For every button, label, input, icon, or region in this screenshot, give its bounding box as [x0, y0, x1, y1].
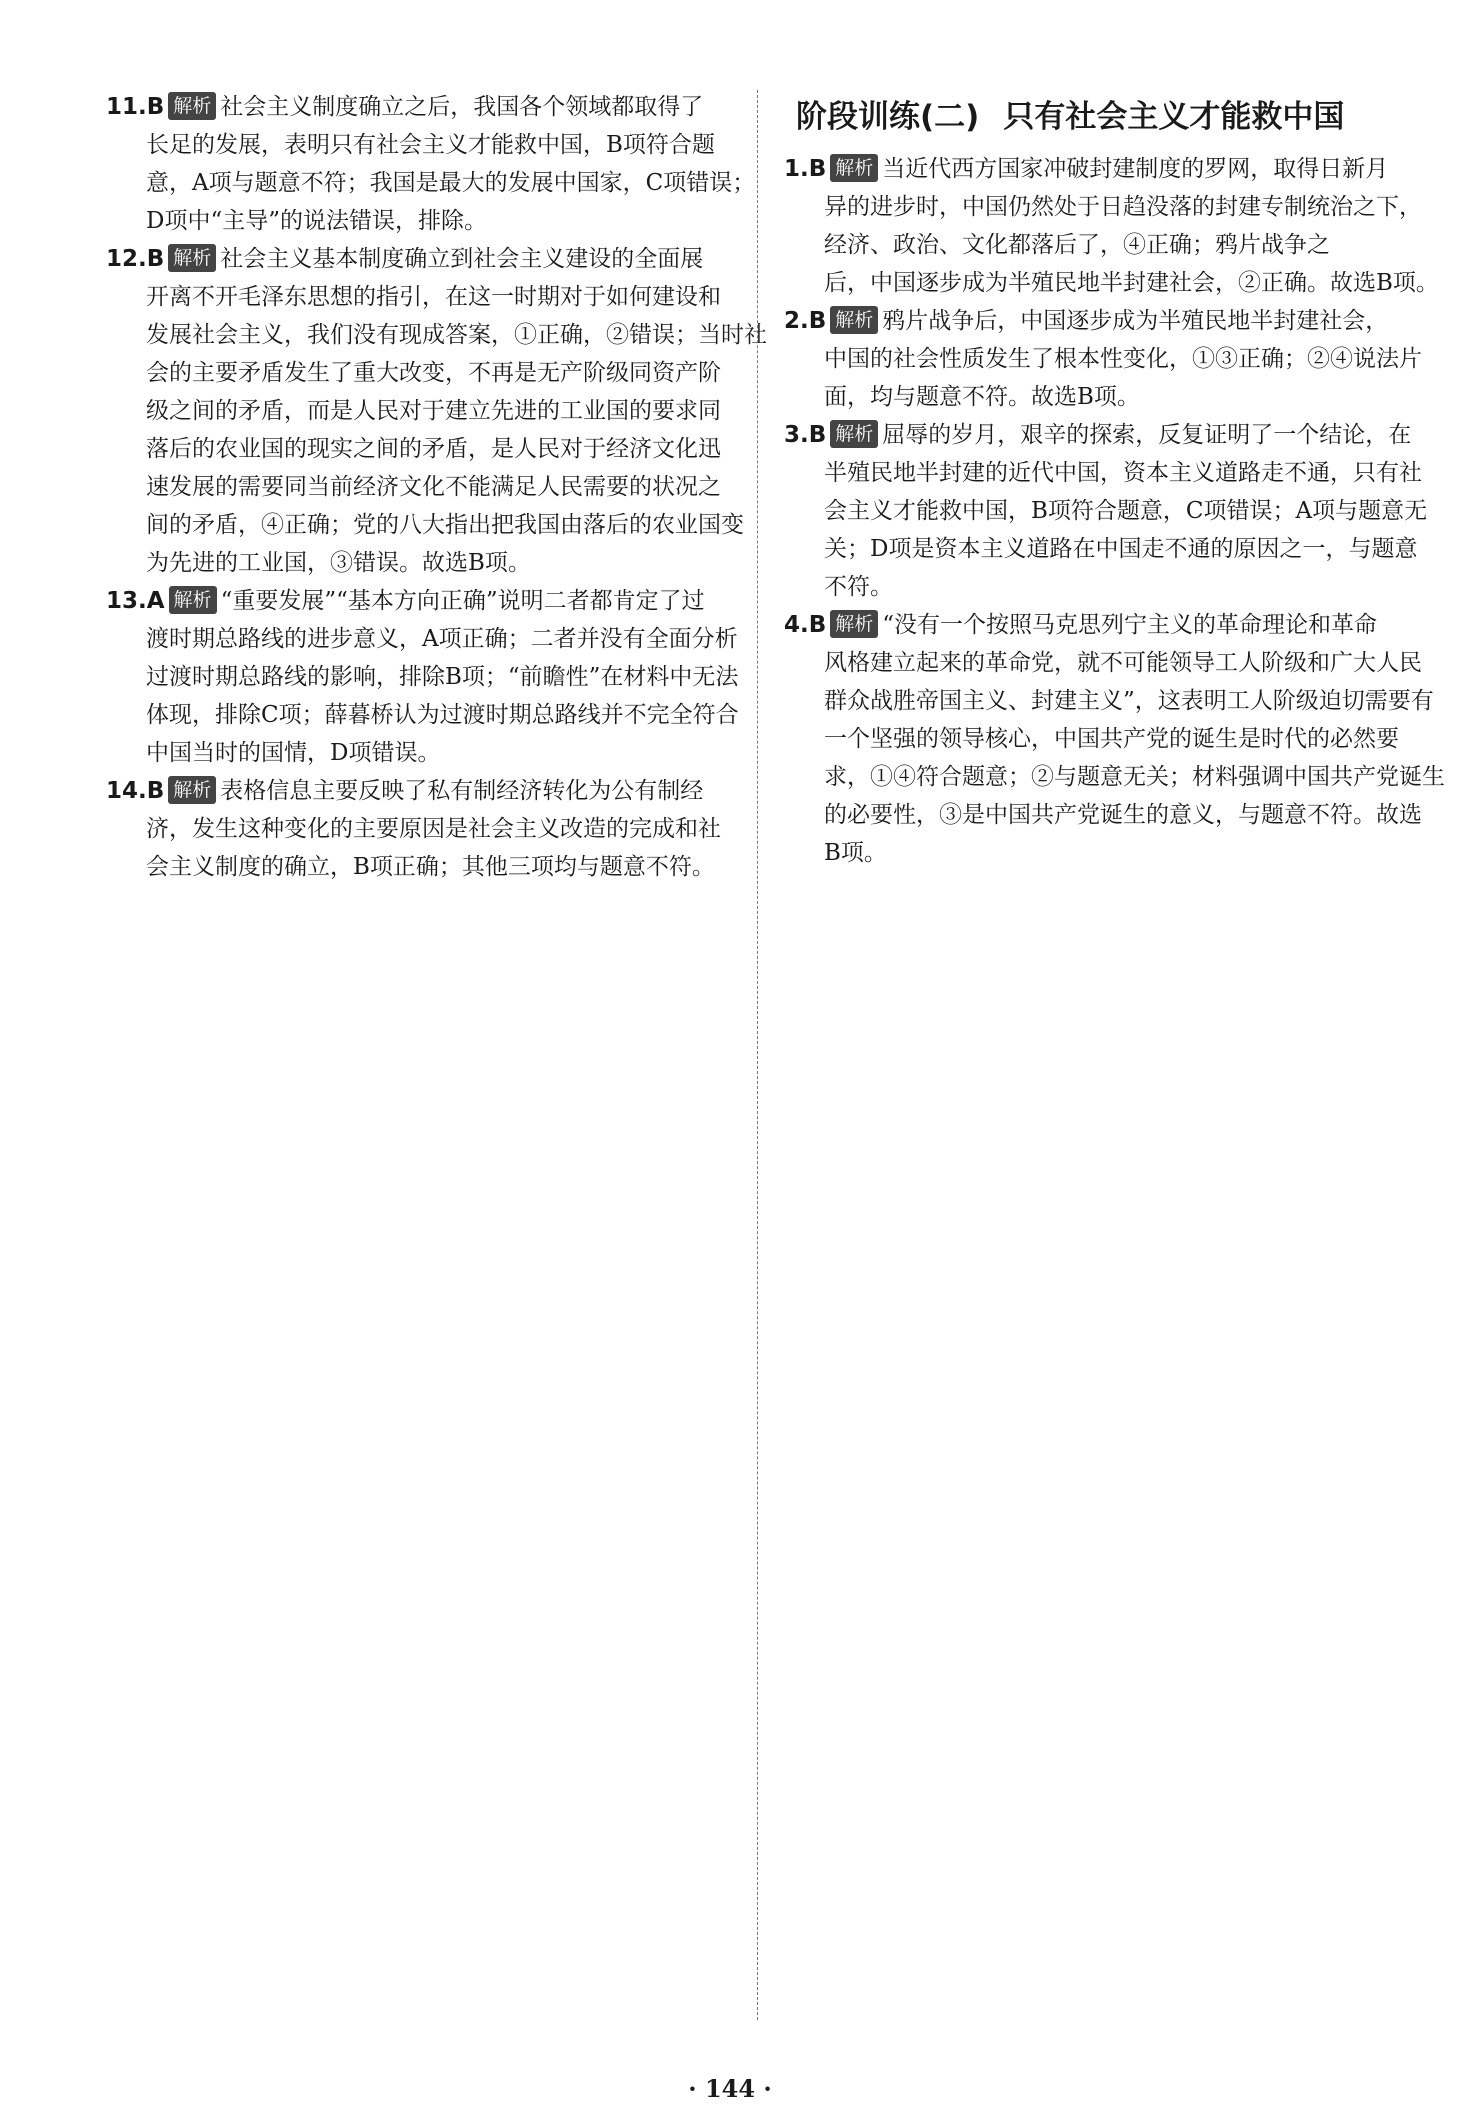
section-title: 阶段训练(二) 只有社会主义才能救中国 — [796, 99, 1345, 135]
column-divider — [757, 90, 758, 2020]
left-column — [106, 88, 767, 886]
item-number: 11.B — [106, 94, 165, 120]
answer-item-12: 12.B 解析 社会主义基本制度确立到社会主义建设的全面展 开离不开毛泽东思想的指引，在这一时期对于如何建设和 发展社会主义，我们没有现成答案，①正确，②错误；当时社 会的主要矛盾发生了重大改变，不再是无产阶级同资产阶 级之间的矛盾，而是人民对于建立先进的工业国的要求同 落后的农业国的现实之间的矛盾，是人民对于经济文化迅 速发展的需要同当前经济文化不能满足人民需要的状况之 间的矛盾，④正确；党的八大指出把我国由落后的农业国变 为先进的工业国，③错误。故选B项。 — [106, 246, 767, 576]
right-column — [784, 88, 1445, 872]
answer-item-3: 3.B 解析 屈辱的岁月，艰辛的探索，反复证明了一个结论，在 半殖民地半封建的近代中国，资本主义道路走不通，只有社 会主义才能救中国，B项符合题意，C项错误；A项与题意无 关；D项是资本主义道路在中国走不通的原因之一，与题意 不符。 — [784, 422, 1428, 600]
answer-item-2: 2.B 解析 鸦片战争后，中国逐步成为半殖民地半封建社会， 中国的社会性质发生了根本性变化，①③正确；②④说法片 面，均与题意不符。故选B项。 — [784, 308, 1422, 410]
analysis-tag: 解析 — [168, 92, 216, 120]
answer-item-1: 1.B 解析 当近代西方国家冲破封建制度的罗网，取得日新月 异的进步时，中国仍然处于日趋没落的封建专制统治之下， 经济、政治、文化都落后了，④正确；鸦片战争之 后，中国逐步成为半殖民地半封建社会，②正确。故选B项。 — [784, 156, 1439, 296]
answer-item-13: 13.A 解析 “重要发展”“基本方向正确”说明二者都肯定了过 渡时期总路线的进步意义，A项正确；二者并没有全面分析 过渡时期总路线的影响，排除B项；“前瞻性”在材料中无法 体现，排除C项；薛暮桥认为过渡时期总路线并不完全符合 中国当时的国情，D项错误。 — [106, 588, 739, 766]
answer-item-11: 11.B 解析 社会主义制度确立之后，我国各个领域都取得了 长足的发展，表明只有社会主义才能救中国，B项符合题 意，A项与题意不符；我国是最大的发展中国家，C项错误； D项中“主导”的说法错误，排除。 — [106, 94, 756, 234]
page-number: · 144 · — [688, 2074, 772, 2103]
answer-item-14: 14.B 解析 表格信息主要反映了私有制经济转化为公有制经 济，发生这种变化的主要原因是社会主义改造的完成和社 会主义制度的确立，B项正确；其他三项均与题意不符。 — [106, 778, 721, 880]
answer-item-4: 4.B 解析 “没有一个按照马克思列宁主义的革命理论和革命 风格建立起来的革命党，就不可能领导工人阶级和广大人民 群众战胜帝国主义、封建主义”，这表明工人阶级迫切需要有 一个坚强的领导核心，中国共产党的诞生是时代的必然要 求，①④符合题意；②与题意无关；材料强调中国共产党诞生 的必要性，③是中国共产党诞生的意义，与题意不符。故选 B项。 — [784, 612, 1445, 866]
